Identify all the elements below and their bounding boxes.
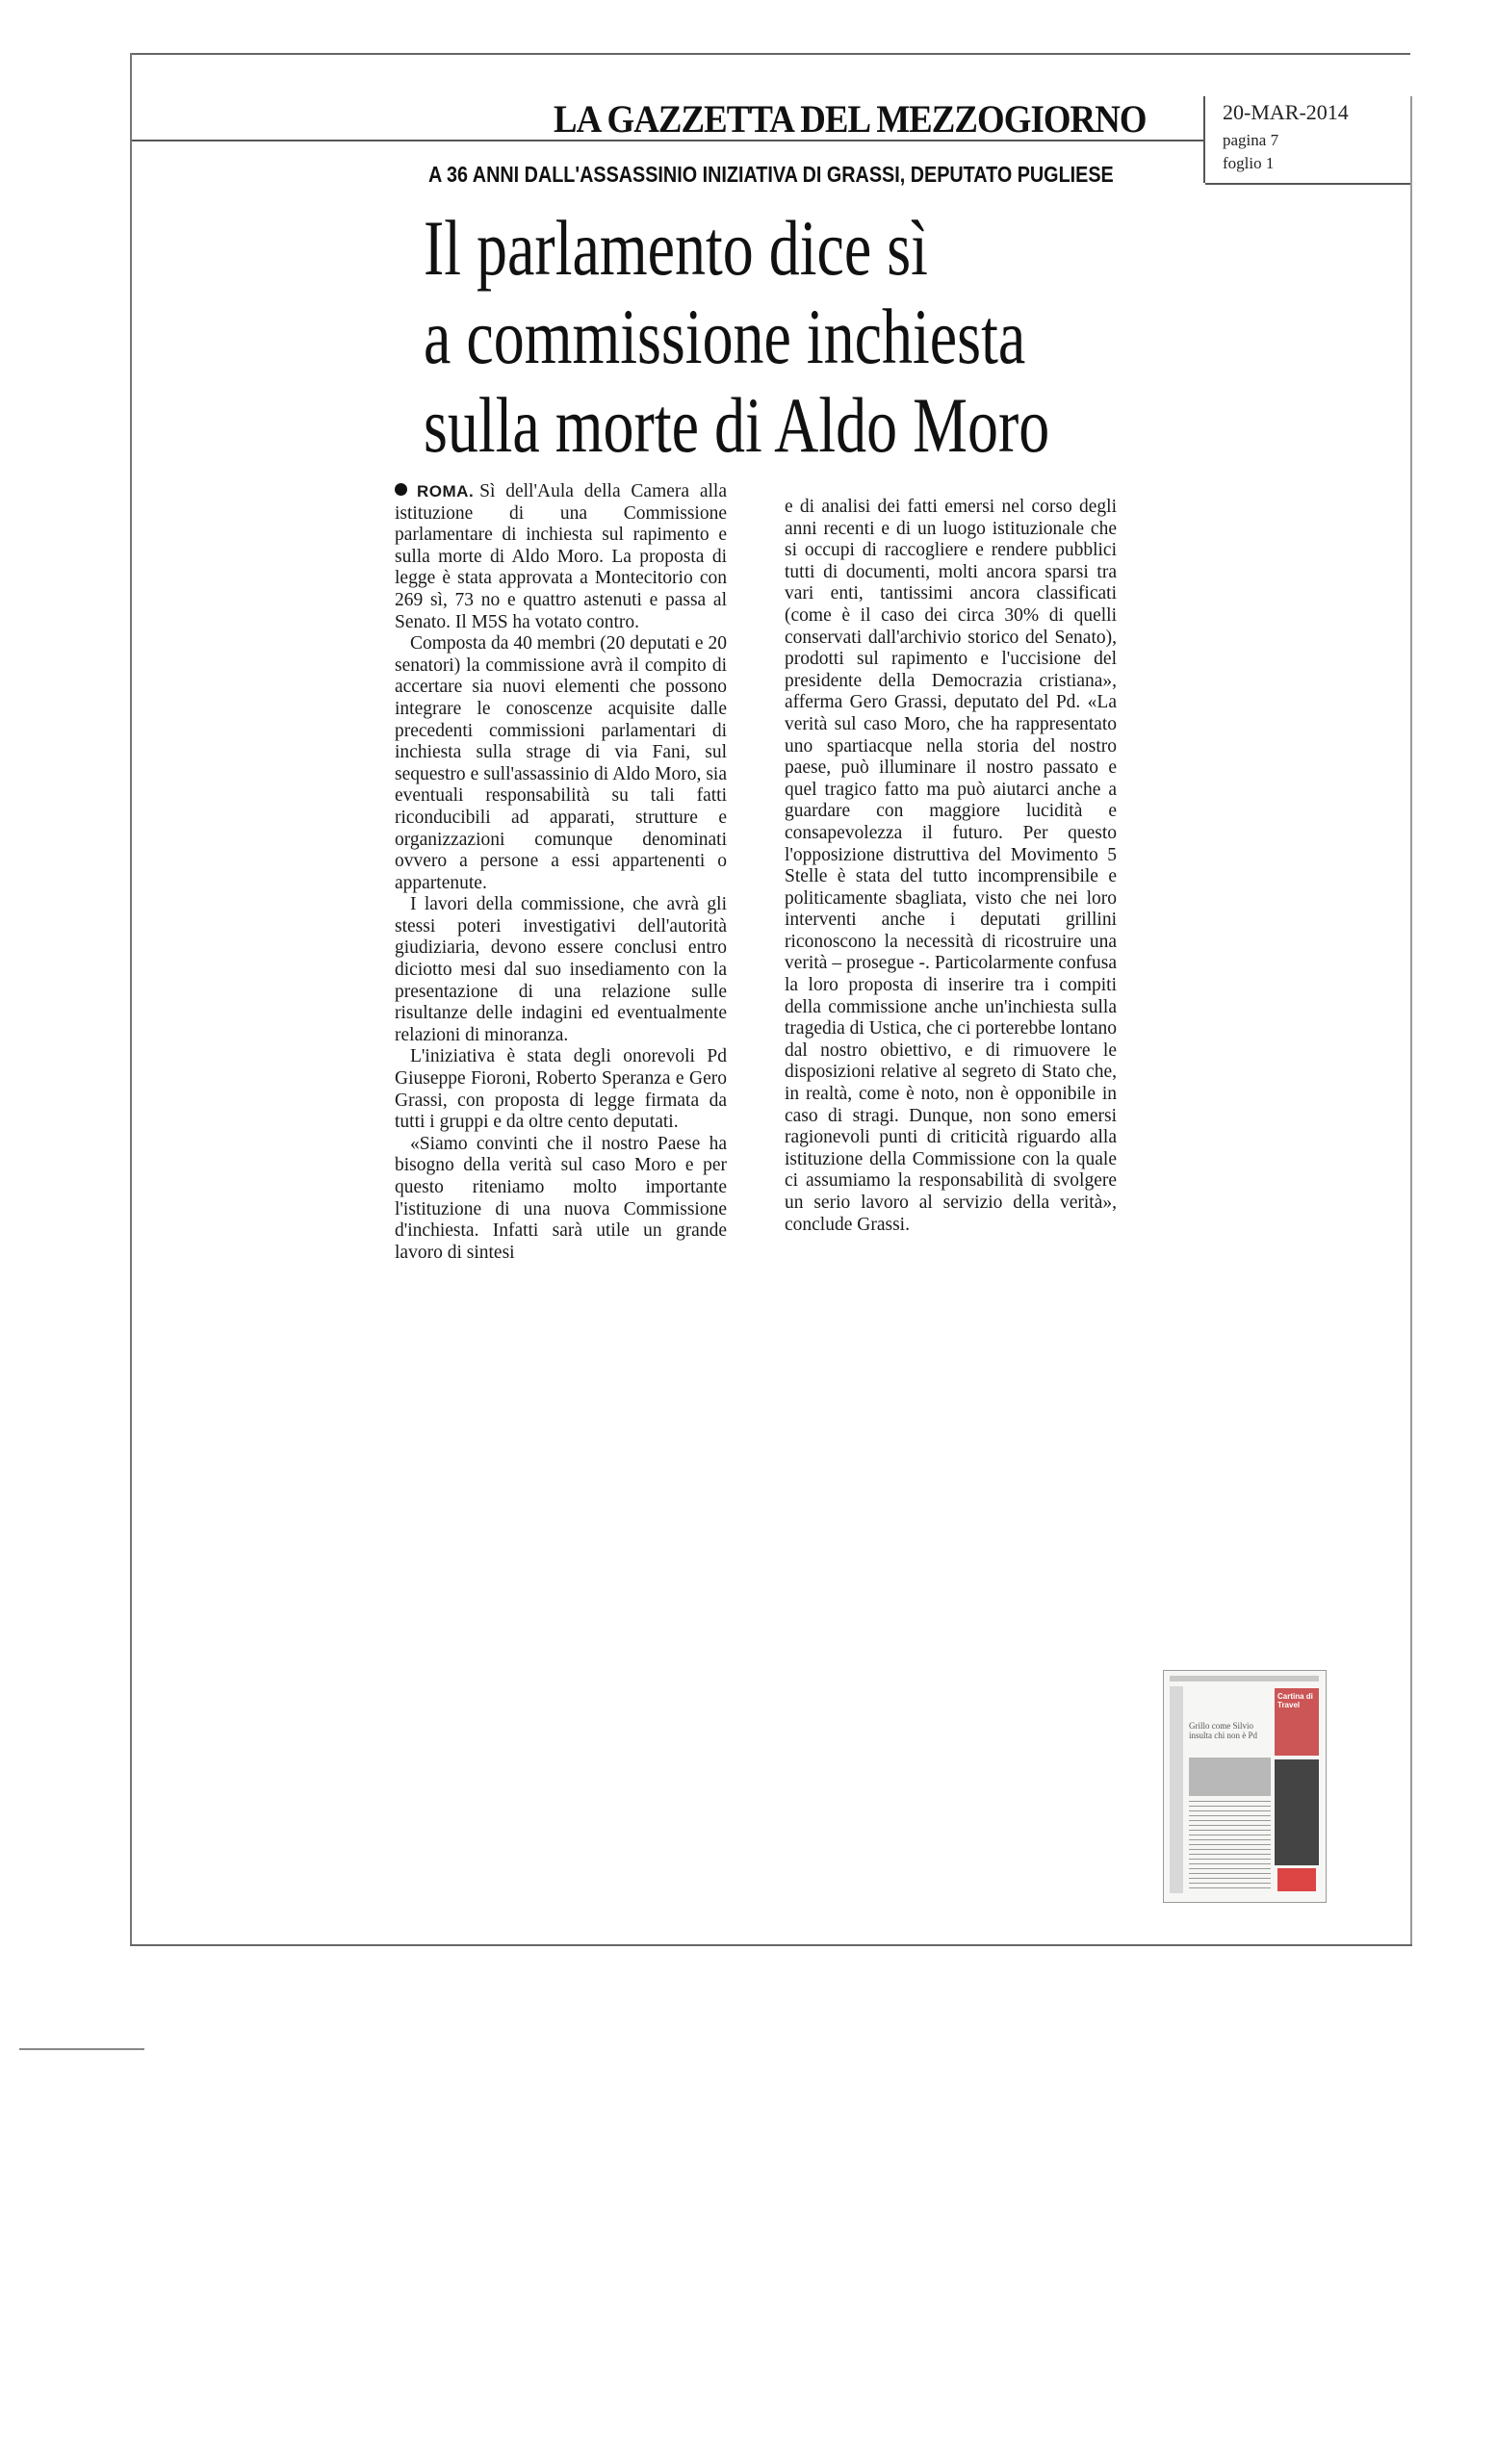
meta-rule [1205, 183, 1410, 185]
article-kicker [428, 162, 1114, 188]
thumbnail-title: Grillo come Silvio insulta chi non è Pd [1189, 1721, 1257, 1740]
meta-divider [1203, 96, 1205, 183]
newspaper-masthead: LA GAZZETTA DEL MEZZOGIORNO [554, 97, 1147, 141]
headline-line-3: sulla morte di Aldo Moro [424, 381, 1050, 469]
article-paragraph: e di analisi dei fatti emersi nel corso degli anni recenti e di un luogo istituzionale che si occupi di raccogliere e rendere pubblici tutti di documenti, molti ancora sparsi tra vari enti, tantissimi ancora classificati (come è il caso dei circa 30% di quelli conservati dall'archivio storico del Senato), prodotti sul rapimento e l'uccisione del presidente della Democrazia cristiana», afferma Gero Grassi, deputato del Pd. «La verità sul caso Moro, che ha rappresentato uno spartiacque nella storia del nostro paese, può illuminare il nostro passato e quel tragico fatto ma può aiutarci anche a guardare con maggiore lucidità e consapevolezza il futuro. Per questo l'opposizione distruttiva del Movimento 5 Stelle è stata del tutto incomprensibile e politicamente sbagliata, visto che nei loro interventi anche i deputati grillini riconoscono la necessità di ricostruire una verità – prosegue -. Particolarmente confusa la loro proposta di inserire tra i compiti della commissione anche un'inchiesta sulla tragedia di Ustica, che ci porterebbe lontano dal nostro obiettivo, e di rimuovere le disposizioni relative al segreto di Stato che, in realtà, come è noto, non è opponibile in caso di stragi. Dunque, non sono emersi ragionevoli punti di criticità riguardo alla istituzione della Commissione con la quale ci assumiamo la responsabilità di svolgere un serio lavoro al servizio della verità», conclude Grassi. [785, 497, 1117, 1235]
article-column-1 [395, 481, 727, 1264]
headline-line-1: Il parlamento dice sì [424, 204, 928, 292]
article-paragraph: I lavori della commissione, che avrà gli stessi poteri investigativi dell'autorità giudiziaria, devono essere conclusi entro diciotto mesi dal suo insediamento con la presentazione di una relazione sulle risultanze delle indagini ed eventualmente relazioni di minoranza. [395, 894, 727, 1045]
dateline: ROMA. [417, 482, 475, 500]
clipping-border-left [130, 53, 132, 1944]
headline-line-2: a commissione inchiesta [424, 293, 1026, 380]
article-paragraph: Composta da 40 membri (20 deputati e 20 senatori) la commissione avrà il compito di accertare sia nuovi elementi che possono integrare le conoscenze acquisite dalle precedenti commissioni parlamentari di inchiesta sulla strage di via Fani, sul sequestro e sull'assassinio di Aldo Moro, sia eventuali responsabilità su tali fatti riconducibili ad apparati, strutture e organizzazioni comunque denominati ovvero a persone a essi appartenenti o appartenute. [395, 633, 727, 893]
thumbnail-text-block [1189, 1801, 1271, 1892]
clipping-page: pagina 7 [1223, 131, 1279, 149]
article-headline [424, 204, 1099, 470]
article-column-2 [785, 497, 1117, 1236]
clipping-border-bottom [130, 1944, 1412, 1946]
clipping-sheet: foglio 1 [1223, 154, 1275, 172]
kicker-rest: INIZIATIVA DI GRASSI, DEPUTATO PUGLIESE [702, 162, 1114, 187]
paragraph-text: Sì dell'Aula della Camera alla istituzione di una Commissione parlamentare di inchiesta sul rapimento e sulla morte di Aldo Moro. La proposta di legge è stata approvata a Montecitorio con 269 sì, 73 no e quattro astenuti e passa al Senato. Il M5S ha votato contro. [395, 481, 727, 632]
thumbnail-photo [1189, 1758, 1271, 1796]
kicker-lead: A 36 ANNI DALL'ASSASSINIO [428, 162, 698, 187]
article-paragraph: «Siamo convinti che il nostro Paese ha bisogno della verità sul caso Moro e per questo riteniamo molto importante l'istituzione di una nuova Commissione d'inchiesta. Infatti sarà utile un grande lavoro di sintesi [395, 1133, 727, 1263]
scan-artifact-line [19, 2048, 144, 2050]
bullet-icon [395, 483, 407, 496]
clipping-date: 20-MAR-2014 [1223, 100, 1349, 124]
thumbnail-header [1170, 1676, 1319, 1681]
thumbnail-side-label: Cartina di Travel [1277, 1692, 1313, 1709]
thumbnail-left-strip [1170, 1686, 1183, 1893]
thumbnail-image [1277, 1868, 1316, 1891]
article-paragraph: L'iniziativa è stata degli onorevoli Pd Giuseppe Fioroni, Roberto Speranza e Gero Grassi, con proposta di legge firmata da tutti i gruppi e da oltre cento deputati. [395, 1046, 727, 1133]
clipping-border-top [130, 53, 1410, 55]
thumbnail-image [1275, 1759, 1319, 1865]
article-paragraph [395, 481, 727, 633]
clipping-border-right [1410, 96, 1412, 1944]
page-thumbnail [1163, 1670, 1327, 1903]
